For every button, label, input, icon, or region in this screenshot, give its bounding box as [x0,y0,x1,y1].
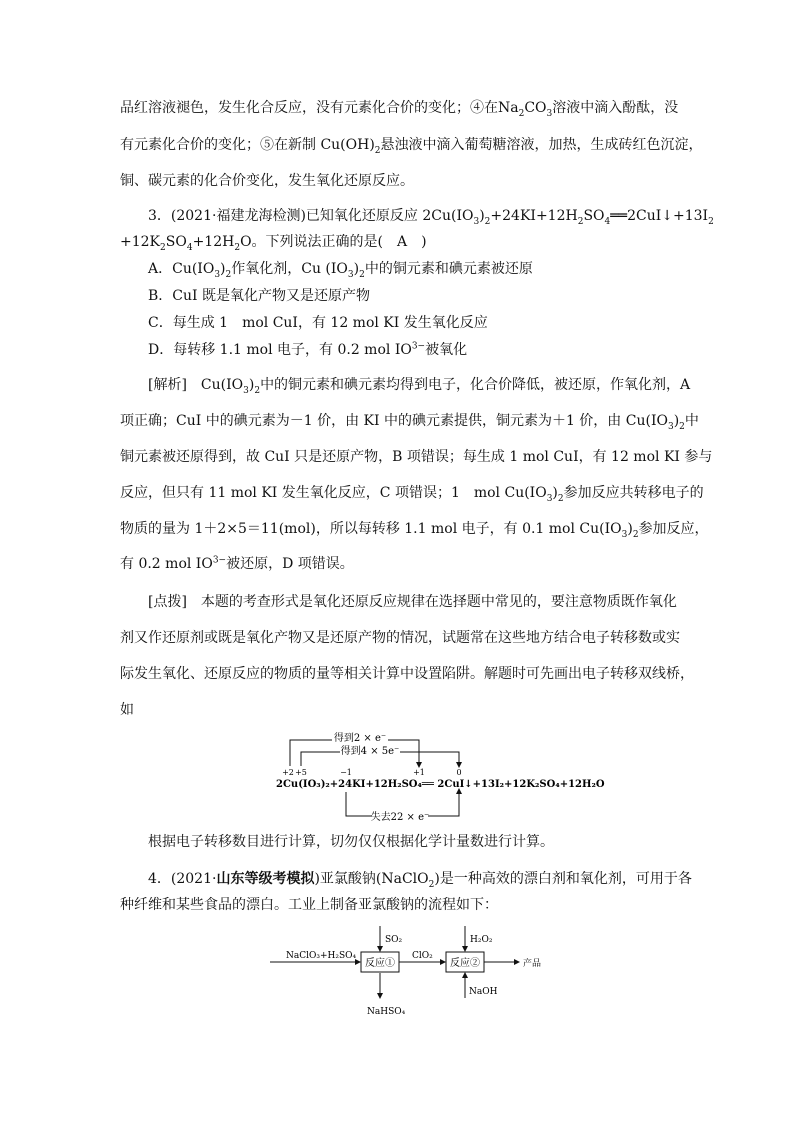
flow-arrow-icon [440,959,446,965]
tip-line-3: 际发生氧化、还原反应的物质的量等相关计算中设置陷阱。解题时可先画出电子转移双线桥， [120,666,694,682]
electron-transfer-diagram [260,730,605,826]
bridge-equation: 2Cu(IO₃)₂+24KI+12H₂SO₄══ 2CuI↓+13I₂+12K₂SO₄+12H₂O [276,779,605,790]
tip-line-1: [点拨] 本题的考查形式是氧化还原反应规律在选择题中常见的，要注意物质既作氧化 [148,594,677,610]
tip-line-2: 剂又作还原剂或既是氧化产物又是还原产物的情况，试题常在这些地方结合电子转移数或实 [120,630,680,646]
q3-option-a: A．$Cu(IO_3)_2$作氧化剂，Cu $(IO_3)_2$中的铜元素和碘元素被还原 [148,261,533,280]
ox-state-i: +5 [295,768,307,777]
ox-state-cui: +1 [413,768,425,777]
q3-option-b: B．CuI 既是氧化产物又是还原产物 [148,288,370,304]
analysis-line-2: 项正确；CuI 中的碘元素为－1 价，由 KI 中的碘元素提供，铜元素为＋1 价，由 $Cu(IO_3)_2$中 [120,413,699,432]
ox-state-ki: −1 [340,768,352,777]
analysis-line-4: 反应，但只有 11 mol KI 发生氧化反应，C 项错误；1 mol $Cu(IO_3)_2$参加反应共转移电子的 [120,485,704,504]
reactor-1-label: 反应① [365,958,395,969]
nahso4-label: NaHSO₄ [367,1007,406,1017]
analysis-line-3: 铜元素被还原得到，故 CuI 只是还原产物，B 项错误；每生成 1 mol CuI，有 12 mol KI 参与 [120,449,713,465]
lose-label: 失去22 × e⁻ [370,812,430,823]
flow-arrow-icon [377,993,383,999]
gain-label-1: 得到2 × e⁻ [333,733,387,744]
analysis-line-1: [解析] $Cu(IO_3)_2$中的铜元素和碘元素均得到电子，化合价降低，被还原，作氧化剂，A [148,377,691,396]
naoh-label: NaOH [469,987,498,997]
process-flow-diagram [266,922,566,1020]
clo2-label: ClO₂ [412,951,433,961]
q3-stem-line-2: $+12K_2SO_4+12H_2O$。下列说法正确的是( A ) [120,234,427,253]
gain-label-2: 得到4 × 5e⁻ [340,746,400,757]
q4-line-1: 4．(2021·山东等级考模拟)亚氯酸钠(NaClO$_2$)是一种高效的漂白剂和氧化剂，可用于各 [148,871,692,890]
calc-note: 根据电子转移数目进行计算，切勿仅仅根据化学计量数进行计算。 [148,834,554,850]
flow-arrow-icon [377,946,383,952]
reactor-2-label: 反应② [450,958,480,969]
intro-line-1: 品红溶液褪色，发生化合反应，没有元素化合价的变化；④在$Na_2CO_3$溶液中滴入酚酞，没 [120,100,679,119]
analysis-line-6: 有 0.2 mol $IO^{3-}$被还原，D 项错误。 [120,555,354,572]
tip-line-4: 如 [120,702,134,718]
flow-arrow-icon [462,972,468,978]
product-label: 产品 [523,959,542,969]
intro-line-3: 铜、碳元素的化合价变化，发生氧化还原反应。 [120,173,414,189]
feed-label: NaClO₃+H₂SO₄ [286,951,357,961]
ox-state-cu: +2 [282,768,294,777]
analysis-line-5: 物质的量为 1＋2×5＝11(mol)，所以每转移 1.1 mol 电子，有 0.1 mol $Cu(IO_3)_2$参加反应， [120,521,709,540]
q3-option-d: D．每转移 1.1 mol 电子，有 0.2 mol $IO^{3-}$被氧化 [148,341,468,358]
q4-line-2: 种纤维和某些食品的漂白。工业上制备亚氯酸钠的流程如下： [120,897,498,913]
h2o2-label: H₂O₂ [470,935,493,945]
flow-arrow-icon [462,946,468,952]
so2-label: SO₂ [385,935,403,945]
q3-option-c: C．每生成 1 mol CuI，有 12 mol KI 发生氧化反应 [148,315,488,331]
q3-stem-line-1: 3．(2021·福建龙海检测)已知氧化还原反应 $2Cu(IO_3)_2+24KI+12H_2SO_4══2CuI↓+13I_2$ [148,208,714,227]
intro-line-2: 有元素化合价的变化；⑤在新制 $Cu(OH)_2$悬浊液中滴入葡萄糖溶液，加热，生成砖红色沉淀， [120,137,703,156]
ox-state-i2: 0 [456,768,462,777]
flow-arrow-icon [514,959,520,965]
